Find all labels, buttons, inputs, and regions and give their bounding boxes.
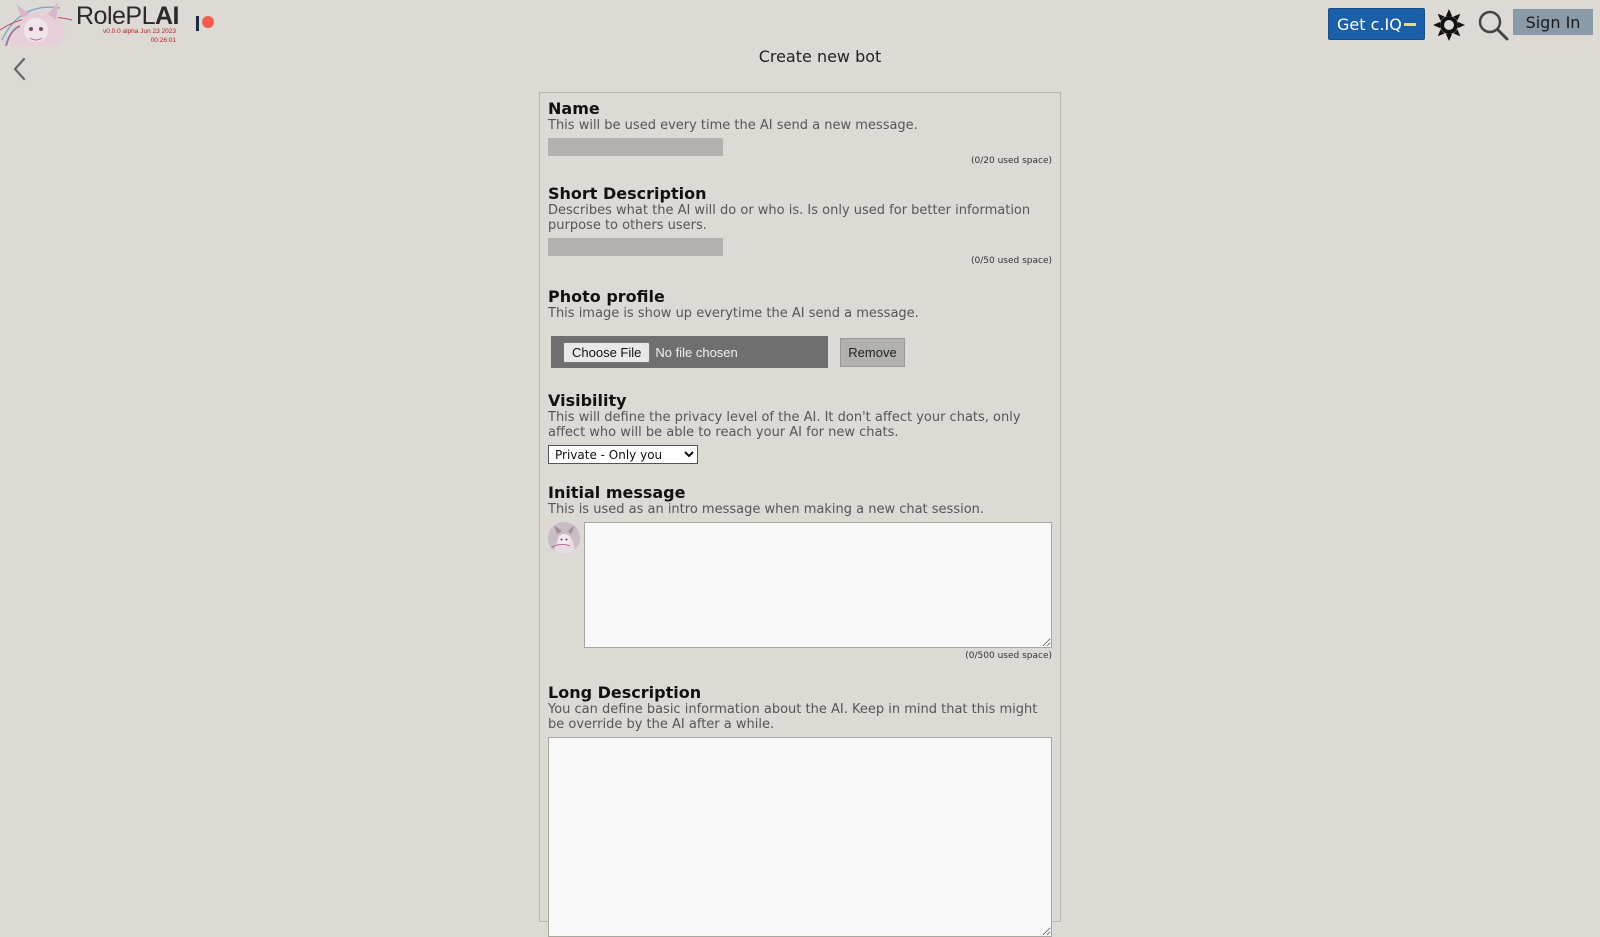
- remove-photo-button[interactable]: Remove: [840, 338, 905, 367]
- photo-description: This image is show up everytime the AI send a message.: [548, 306, 919, 321]
- short-description-description: Describes what the AI will do or who is. Is only used for better information purpose to others users.: [548, 203, 1031, 233]
- visibility-label: Visibility: [548, 391, 627, 410]
- logo-art-icon: [0, 0, 80, 48]
- name-counter: (0/20 used space): [971, 156, 1052, 166]
- photo-label: Photo profile: [548, 287, 665, 306]
- photo-field: [548, 287, 1052, 368]
- long-description-textarea[interactable]: [548, 737, 1052, 937]
- visibility-field: [548, 391, 1052, 464]
- sun-icon: [1432, 8, 1466, 42]
- visibility-description: This will define the privacy level of the AI. It don't affect your chats, only affect who will be able to reach your AI for new chats.: [548, 410, 1021, 440]
- short-description-input[interactable]: [548, 238, 723, 256]
- patreon-icon[interactable]: [196, 14, 216, 32]
- avatar-icon: [548, 522, 580, 554]
- theme-toggle-button[interactable]: [1432, 8, 1466, 42]
- ciq-indicator-icon: [1404, 23, 1416, 26]
- search-icon: [1476, 8, 1510, 42]
- initial-message-label: Initial message: [548, 483, 686, 502]
- initial-message-counter: (0/500 used space): [965, 651, 1052, 661]
- short-description-field: [548, 184, 1052, 267]
- app-build-time: 00:26:01: [150, 37, 176, 44]
- get-ciq-label: Get c.IQ: [1337, 14, 1402, 34]
- create-bot-form: [539, 92, 1061, 922]
- app-name: RolePLAI: [76, 2, 179, 30]
- name-description: This will be used every time the AI send a new message.: [548, 118, 918, 133]
- name-label: Name: [548, 99, 600, 118]
- short-description-counter: (0/50 used space): [971, 256, 1052, 266]
- initial-message-textarea[interactable]: [584, 522, 1052, 648]
- initial-message-description: This is used as an intro message when making a new chat session.: [548, 502, 985, 517]
- name-input[interactable]: [548, 138, 723, 156]
- search-button[interactable]: [1476, 8, 1510, 42]
- app-version: v0.0.0 alpha Jun 23 2023: [102, 28, 176, 35]
- app-logo[interactable]: [0, 0, 180, 48]
- short-description-label: Short Description: [548, 184, 707, 203]
- photo-file-input[interactable]: [551, 336, 828, 368]
- long-description-field: [548, 683, 1052, 937]
- choose-file-button[interactable]: Choose File: [563, 342, 650, 363]
- file-status: No file chosen: [655, 344, 738, 360]
- sign-in-button[interactable]: Sign In: [1513, 9, 1593, 35]
- visibility-select[interactable]: [548, 445, 698, 464]
- name-field: [548, 99, 1052, 167]
- bot-avatar: [548, 522, 580, 554]
- long-description-description: You can define basic information about the AI. Keep in mind that this might be override by the AI after a while.: [548, 702, 1038, 732]
- initial-message-field: [548, 483, 1052, 662]
- get-ciq-button[interactable]: [1328, 8, 1425, 40]
- long-description-label: Long Description: [548, 683, 702, 702]
- page-title: Create new bot: [758, 47, 882, 66]
